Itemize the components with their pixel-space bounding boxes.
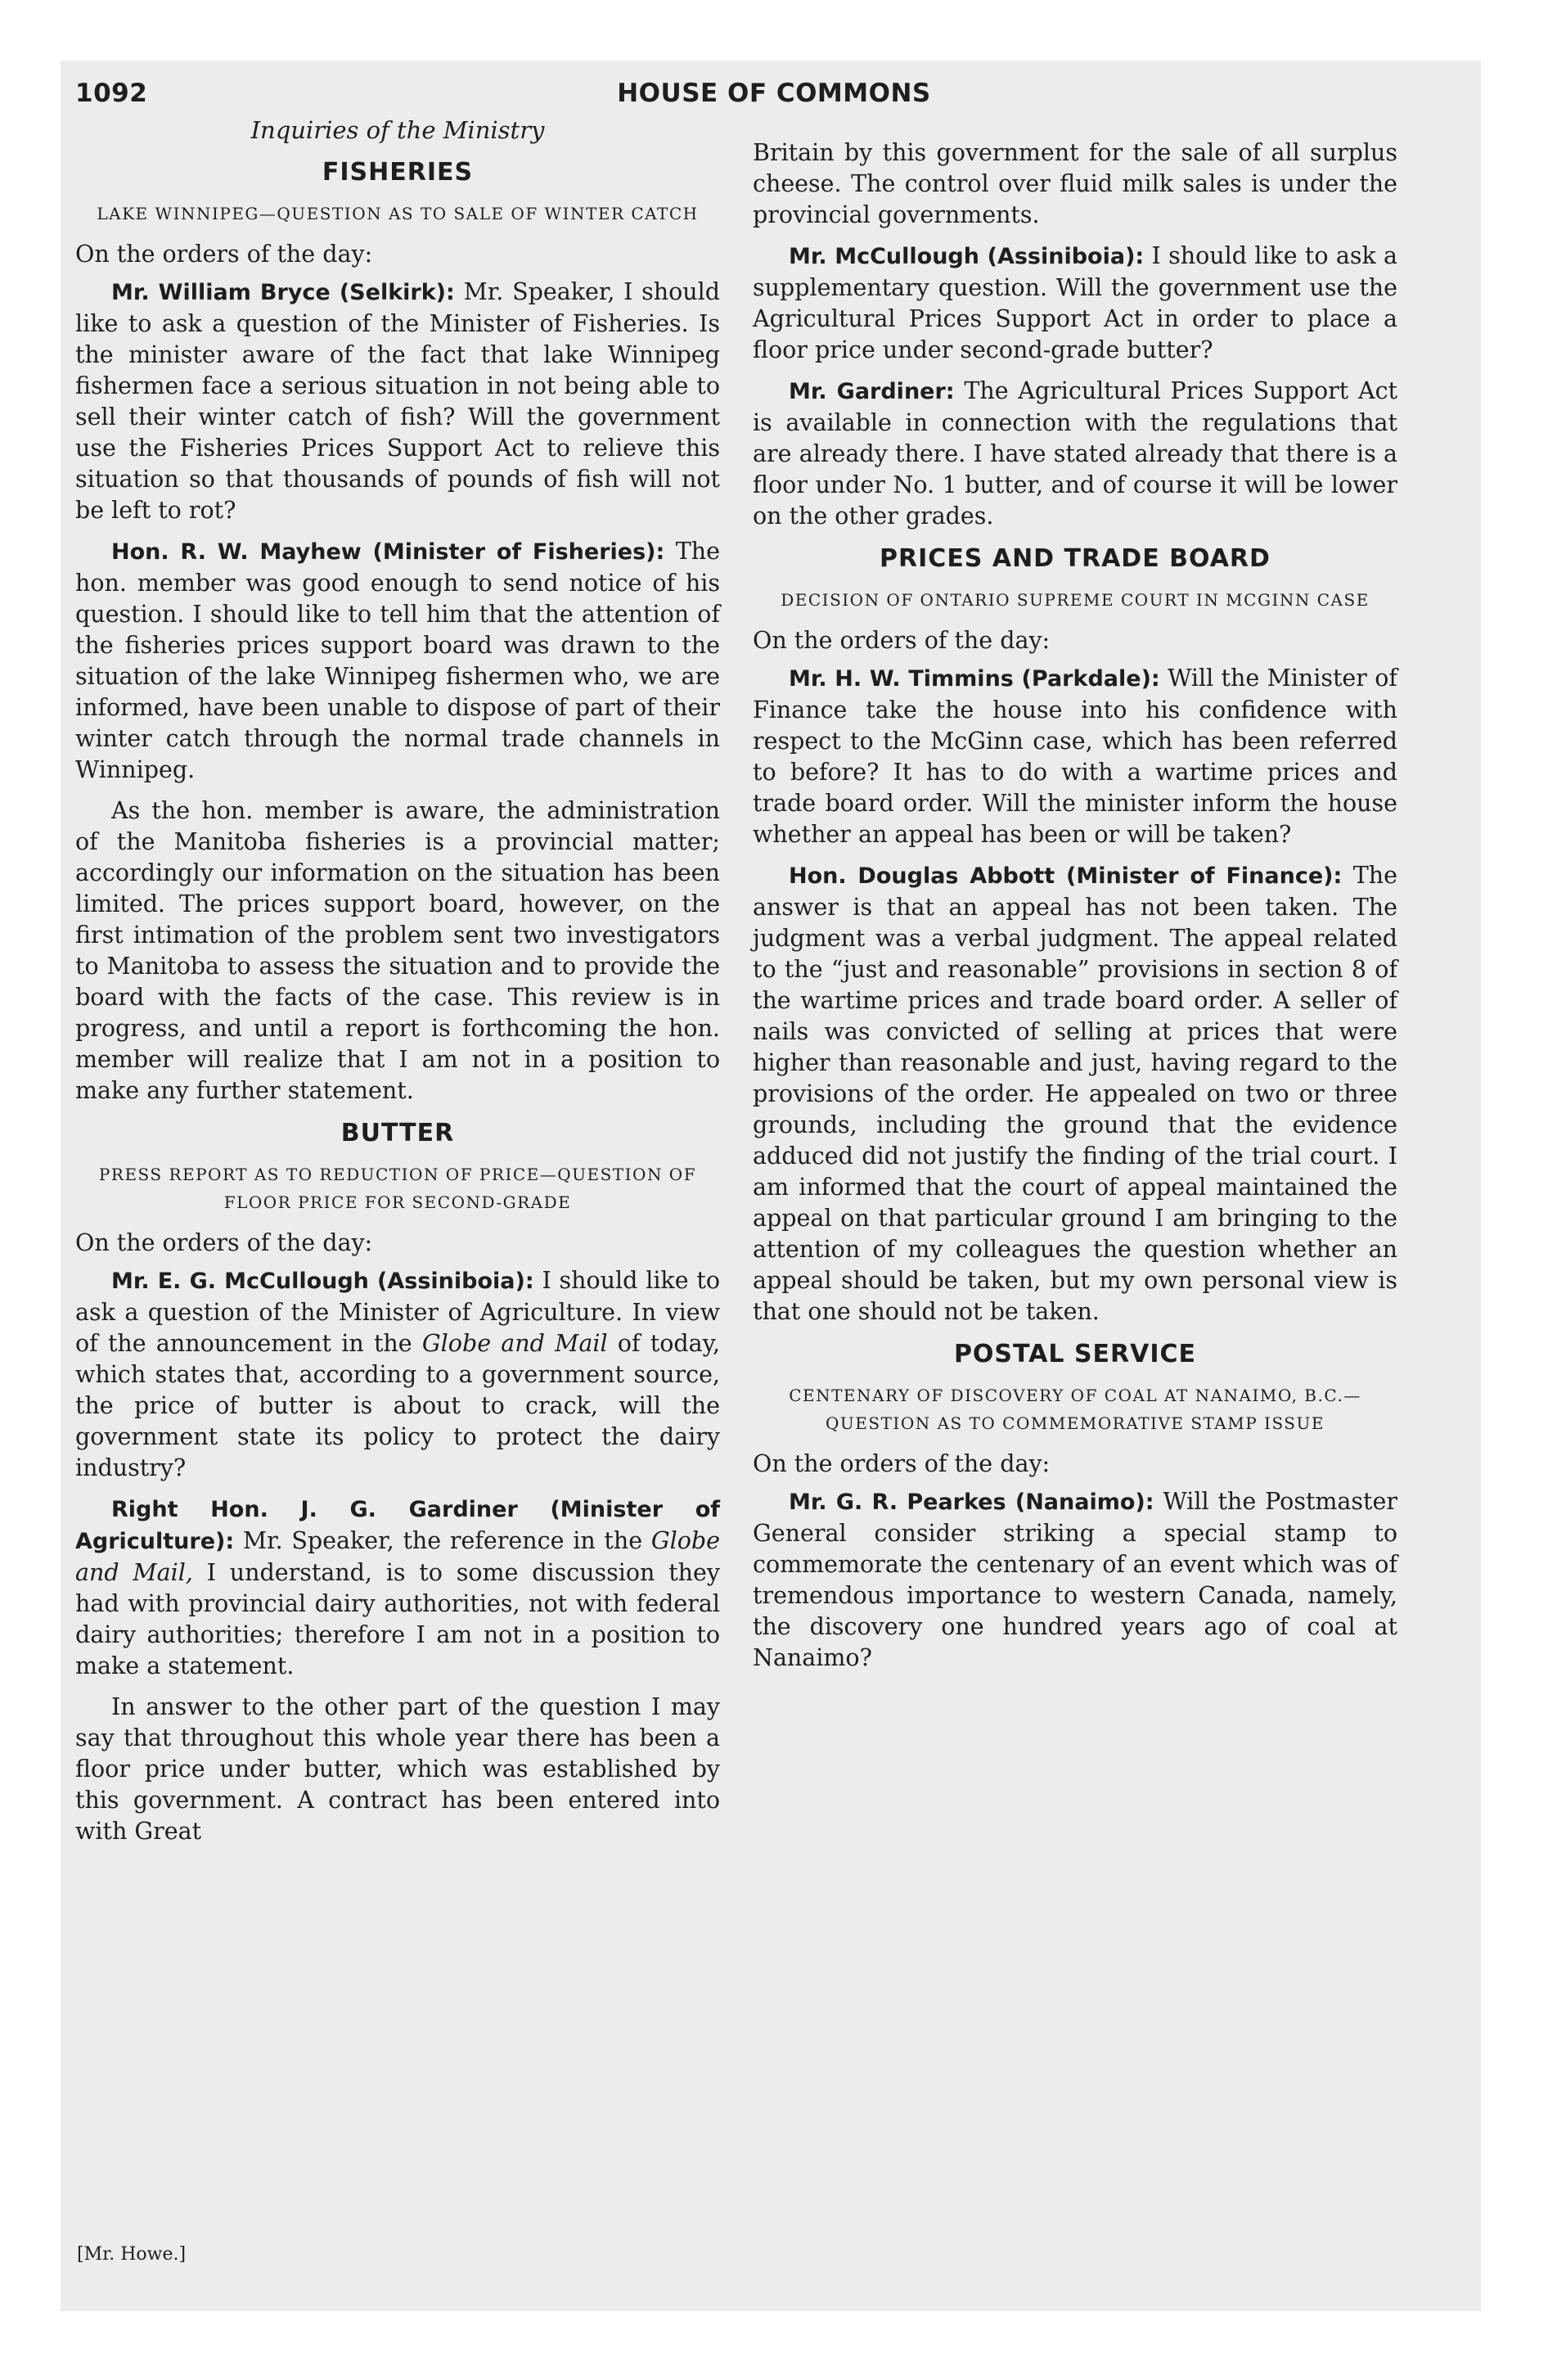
speech-text: Mr. Speaker, the reference in the bbox=[242, 1527, 651, 1554]
paragraph-continuation: Britain by this government for the sale of all surplus cheese. The control over fluid milk sales is under the provincial governments. bbox=[753, 139, 1397, 228]
paragraph-mccullough-2 bbox=[753, 241, 1397, 366]
speaker-name: Mr. E. G. McCullough (Assiniboia): bbox=[111, 1269, 534, 1294]
section-heading-fisheries: FISHERIES bbox=[322, 158, 474, 187]
paragraph-mayhew-2: As the hon. member is aware, the administration of the Manitoba fisheries is a provincial matter; accordingly our information on the situation has been limited. The prices support board, however, on the first intimation of the problem sent two investigators to Manitoba to assess the situation and to provide the board with the facts of the case. This review is in progress, and until a report is forthcoming the hon. member will realize that I am not in a position to make any further statement. bbox=[75, 797, 720, 1104]
paragraph-timmins bbox=[753, 663, 1397, 850]
paragraph-bryce bbox=[75, 277, 720, 526]
speaker-name: Mr. G. R. Pearkes (Nanaimo): bbox=[789, 1490, 1154, 1515]
speech-text: The Agricultural Prices Support Act is available in connection with the regulations that are already there. I have stated already that there is a floor under No. 1 butter, and of course it will be lower on the other grades. bbox=[753, 377, 1397, 530]
right-column bbox=[753, 137, 1397, 1684]
footer-speaker-note: [Mr. Howe.] bbox=[77, 2244, 187, 2265]
speech-text: of today, which states that, according to a government source, the price of butter is about to crack, will the government state its policy to protect the dairy industry? bbox=[75, 1330, 720, 1481]
speaker-name: Mr. William Bryce (Selkirk): bbox=[111, 280, 455, 305]
newspaper-title: Globe and Mail bbox=[421, 1330, 608, 1357]
paragraph-mayhew bbox=[75, 536, 720, 786]
speaker-name: Mr. H. W. Timmins (Parkdale): bbox=[789, 666, 1160, 692]
speech-text: I should like to ask a supplementary question. Will the government use the Agricultural Prices Support Act in order to place a floor price under second-grade butter? bbox=[753, 242, 1398, 363]
orders-of-day: On the orders of the day: bbox=[75, 241, 373, 268]
paragraph-pearkes bbox=[753, 1486, 1397, 1674]
paragraph-gardiner-2: In answer to the other part of the question I may say that throughout this whole year there has been a floor price under butter, which was established by this government. A contract has been entered into with Great bbox=[75, 1693, 720, 1845]
speaker-name: Hon. Douglas Abbott (Minister of Finance): bbox=[789, 863, 1343, 889]
paragraph-gardiner bbox=[75, 1494, 720, 1682]
speech-text: I understand, is to some discussion they had with provincial dairy authorities, not with federal dairy authorities; therefore I am not in a position to make a statement. bbox=[75, 1559, 720, 1679]
topic-postal: CENTENARY OF DISCOVERY OF COAL AT NANAIMO, B.C.—QUESTION AS TO COMMEMORATIVE STAMP ISSUE bbox=[789, 1386, 1361, 1433]
section-heading-postal: POSTAL SERVICE bbox=[953, 1340, 1197, 1368]
section-heading-butter: BUTTER bbox=[340, 1119, 455, 1147]
speech-text: Mr. Speaker, I should like to ask a question of the Minister of Fisheries. Is the minister aware of the fact that lake Winnipeg fishermen face a serious situation in not being able to sell their winter catch of fish? Will the government use the Fisheries Prices Support Act to relieve this situation so that thousands of pounds of fish will not be left to rot? bbox=[75, 278, 720, 524]
running-head: HOUSE OF COMMONS bbox=[617, 79, 931, 108]
speaker-name: Mr. McCullough (Assiniboia): bbox=[789, 244, 1145, 269]
paragraph-mccullough bbox=[75, 1265, 720, 1484]
speech-text: Will the Postmaster General consider striking a special stamp to commemorate the centenary of an event which was of tremendous importance to western Canada, namely, the discovery one hundred years ago of coal at Nanaimo? bbox=[753, 1488, 1397, 1671]
orders-of-day: On the orders of the day: bbox=[753, 627, 1051, 654]
speech-text: I should like to ask a question of the Minister of Agriculture. In view of the announcement in the bbox=[75, 1267, 720, 1357]
page-number: 1092 bbox=[75, 79, 148, 108]
topic-prices: DECISION OF ONTARIO SUPREME COURT IN MCGINN CASE bbox=[781, 590, 1370, 610]
speaker-name: Hon. R. W. Mayhew (Minister of Fisheries): bbox=[111, 539, 665, 565]
paragraph-gardiner-3 bbox=[753, 376, 1397, 532]
speech-text: Will the Minister of Finance take the house into his confidence with respect to the McGinn case, which has been referred to before? It has to do with a wartime prices and trade board order. Will the minister inform the house whether an appeal has been or will be taken? bbox=[753, 665, 1397, 848]
section-heading-prices: PRICES AND TRADE BOARD bbox=[880, 544, 1271, 573]
speaker-name: Right Hon. J. G. Gardiner (Minister of Agriculture): bbox=[75, 1497, 720, 1554]
orders-of-day: On the orders of the day: bbox=[75, 1229, 373, 1256]
speech-text: The hon. member was good enough to send notice of his question. I should like to tell him that the attention of the fisheries prices support board was drawn to the situation of the lake Winnipeg fishermen who, we are informed, have been unable to dispose of part of their winter catch through the normal trade channels in Winnipeg. bbox=[75, 538, 720, 783]
topic-fisheries: LAKE WINNIPEG—QUESTION AS TO SALE OF WINTER CATCH bbox=[97, 204, 699, 223]
speaker-name: Mr. Gardiner: bbox=[789, 379, 955, 404]
inquiries-heading: Inquiries of the Ministry bbox=[250, 116, 545, 144]
orders-of-day: On the orders of the day: bbox=[753, 1450, 1051, 1477]
left-column bbox=[75, 115, 720, 1857]
newspaper-title: Globe and Mail, bbox=[75, 1527, 720, 1586]
topic-butter: PRESS REPORT AS TO REDUCTION OF PRICE—QUESTION OF FLOOR PRICE FOR SECOND-GRADE bbox=[98, 1165, 697, 1212]
speech-text: The answer is that an appeal has not been taken. The judgment was a verbal judgment. The appeal related to the “just and reasonable” provisions in section 8 of the wartime prices and trade board order. A seller of nails was convicted of selling at prices that were higher than reasonable and just, having regard to the provisions of the order. He appealed on two or three grounds, including the ground that the evidence adduced did not justify the finding of the trial court. I am informed that the court of appeal maintained the appeal on that particular ground I am bringing to the attention of my colleagues the question whether an appeal should be taken, but my own personal view is that one should not be taken. bbox=[753, 862, 1397, 1325]
paragraph-abbott bbox=[753, 860, 1397, 1327]
